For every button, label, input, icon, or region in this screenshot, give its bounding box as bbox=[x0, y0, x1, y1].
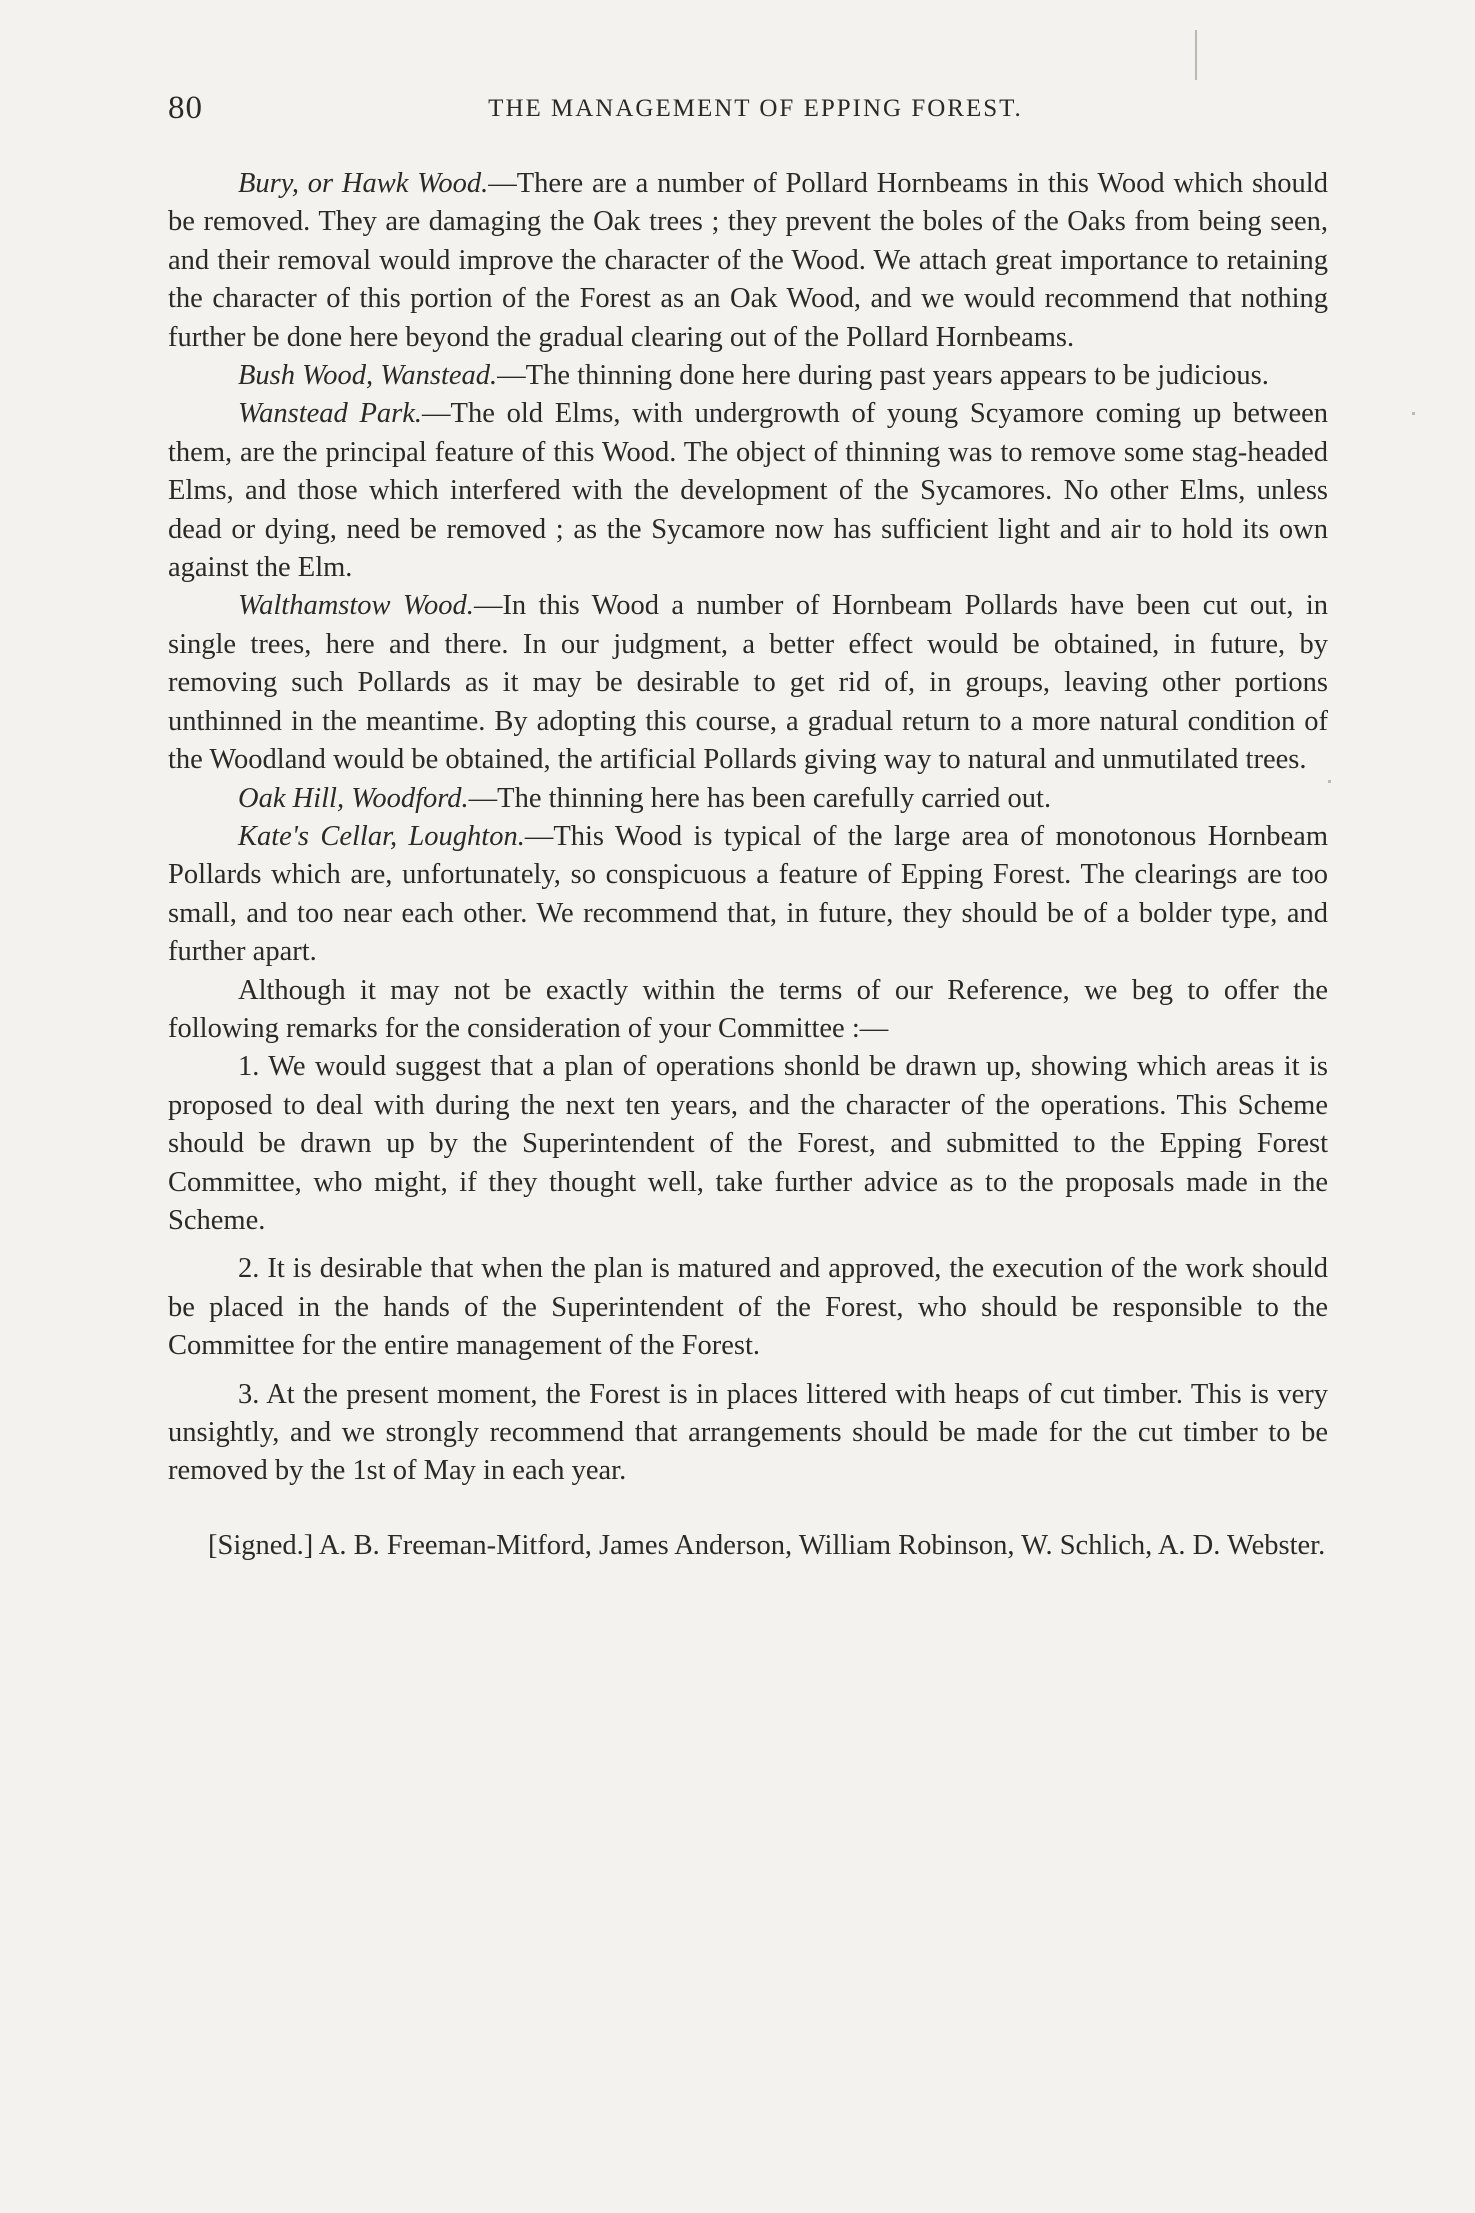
paragraph-kates-cellar bbox=[168, 818, 1328, 972]
section-text: —This Wood is typical of the large area of monotonous Hornbeam Pollards which are, unfortunately, so conspicuous a feature of Epping Forest. The clearings are too small, and too near each other. We recommend that, in future, they should be of a bolder type, and further apart. bbox=[168, 820, 1328, 968]
paragraph-remarks-intro: Although it may not be exactly within the terms of our Reference, we beg to offer the following remarks for the consideration of your Committee :— bbox=[168, 974, 1328, 1044]
section-heading: Wanstead Park. bbox=[238, 398, 423, 430]
numbered-remark-2: 2. It is desirable that when the plan is matured and approved, the execution of the work should be placed in the hands of the Superintendent of the Forest, who should be responsible to the Committee for the entire management of the Forest. bbox=[168, 1253, 1328, 1362]
section-heading: Oak Hill, Woodford. bbox=[238, 782, 469, 814]
section-text: —There are a number of Pollard Hornbeams in this Wood which should be removed. They are damaging the Oak trees ; they prevent the boles of the Oaks from being seen, and their removal would improve the character of the Wood. We attach great importance to retaining the character of this portion of the Forest as an Oak Wood, and we would recommend that nothing further be done here beyond the gradual clearing out of the Pollard Hornbeams. bbox=[168, 168, 1328, 353]
section-heading: Walthamstow Wood. bbox=[238, 590, 474, 622]
paragraph-walthamstow-wood bbox=[168, 587, 1328, 779]
signature-block: [Signed.] A. B. Freeman-Mitford, James Anderson, William Robinson, W. Schlich, A. D. Webster. bbox=[208, 1529, 1326, 1561]
section-text: —The thinning here has been carefully carried out. bbox=[468, 782, 1052, 814]
paragraph-oak-hill bbox=[168, 780, 1328, 818]
section-heading: Kate's Cellar, Loughton. bbox=[238, 820, 525, 852]
page-mark bbox=[1328, 780, 1331, 783]
section-heading: Bury, or Hawk Wood. bbox=[238, 168, 489, 199]
running-title: THE MANAGEMENT OF EPPING FOREST. bbox=[488, 95, 1023, 122]
page-number: 80 bbox=[168, 90, 203, 126]
paragraph-bury-hawk-wood bbox=[168, 165, 1328, 357]
paragraph-wanstead-park bbox=[168, 395, 1328, 587]
page-mark bbox=[1412, 412, 1415, 415]
section-heading: Bush Wood, Wanstead. bbox=[238, 360, 498, 392]
section-text: —In this Wood a number of Hornbeam Pollards have been cut out, in single trees, here and there. In our judgment, a better effect would be obtained, in future, by removing such Pollards as it may be desirable to get rid of, in groups, leaving other portions unthinned in the meantime. By adopting this course, a gradual return to a more natural condition of the Woodland would be obtained, the artificial Pollards giving way to natural and unmutilated trees. bbox=[168, 590, 1328, 776]
section-text: —The old Elms, with undergrowth of young Scyamore coming up between them, are the principal feature of this Wood. The object of thinning was to remove some stag-headed Elms, and those which interfered with the development of the Sycamores. No other Elms, unless dead or dying, need be removed ; as the Sycamore now has sufficient light and air to hold its own against the Elm. bbox=[168, 398, 1328, 584]
running-head bbox=[168, 90, 1343, 140]
numbered-remark-1: 1. We would suggest that a plan of operations shonld be drawn up, showing which areas it is proposed to deal with during the next ten years, and the character of the operations. This Scheme should be drawn up by the Superintendent of the Forest, and submitted to the Epping Forest Committee, who might, if they thought well, take further advice as to the proposals made in the Scheme. bbox=[168, 1051, 1328, 1236]
numbered-remark-3: 3. At the present moment, the Forest is in places littered with heaps of cut timber. This is very unsightly, and we strongly recommend that arrangements should be made for the cut timber to be removed by the 1st of May in each year. bbox=[168, 1378, 1328, 1487]
body-text bbox=[168, 165, 1328, 1565]
paragraph-bush-wood bbox=[168, 357, 1328, 395]
section-text: —The thinning done here during past years appears to be judicious. bbox=[497, 360, 1269, 392]
page-mark bbox=[1195, 30, 1197, 80]
